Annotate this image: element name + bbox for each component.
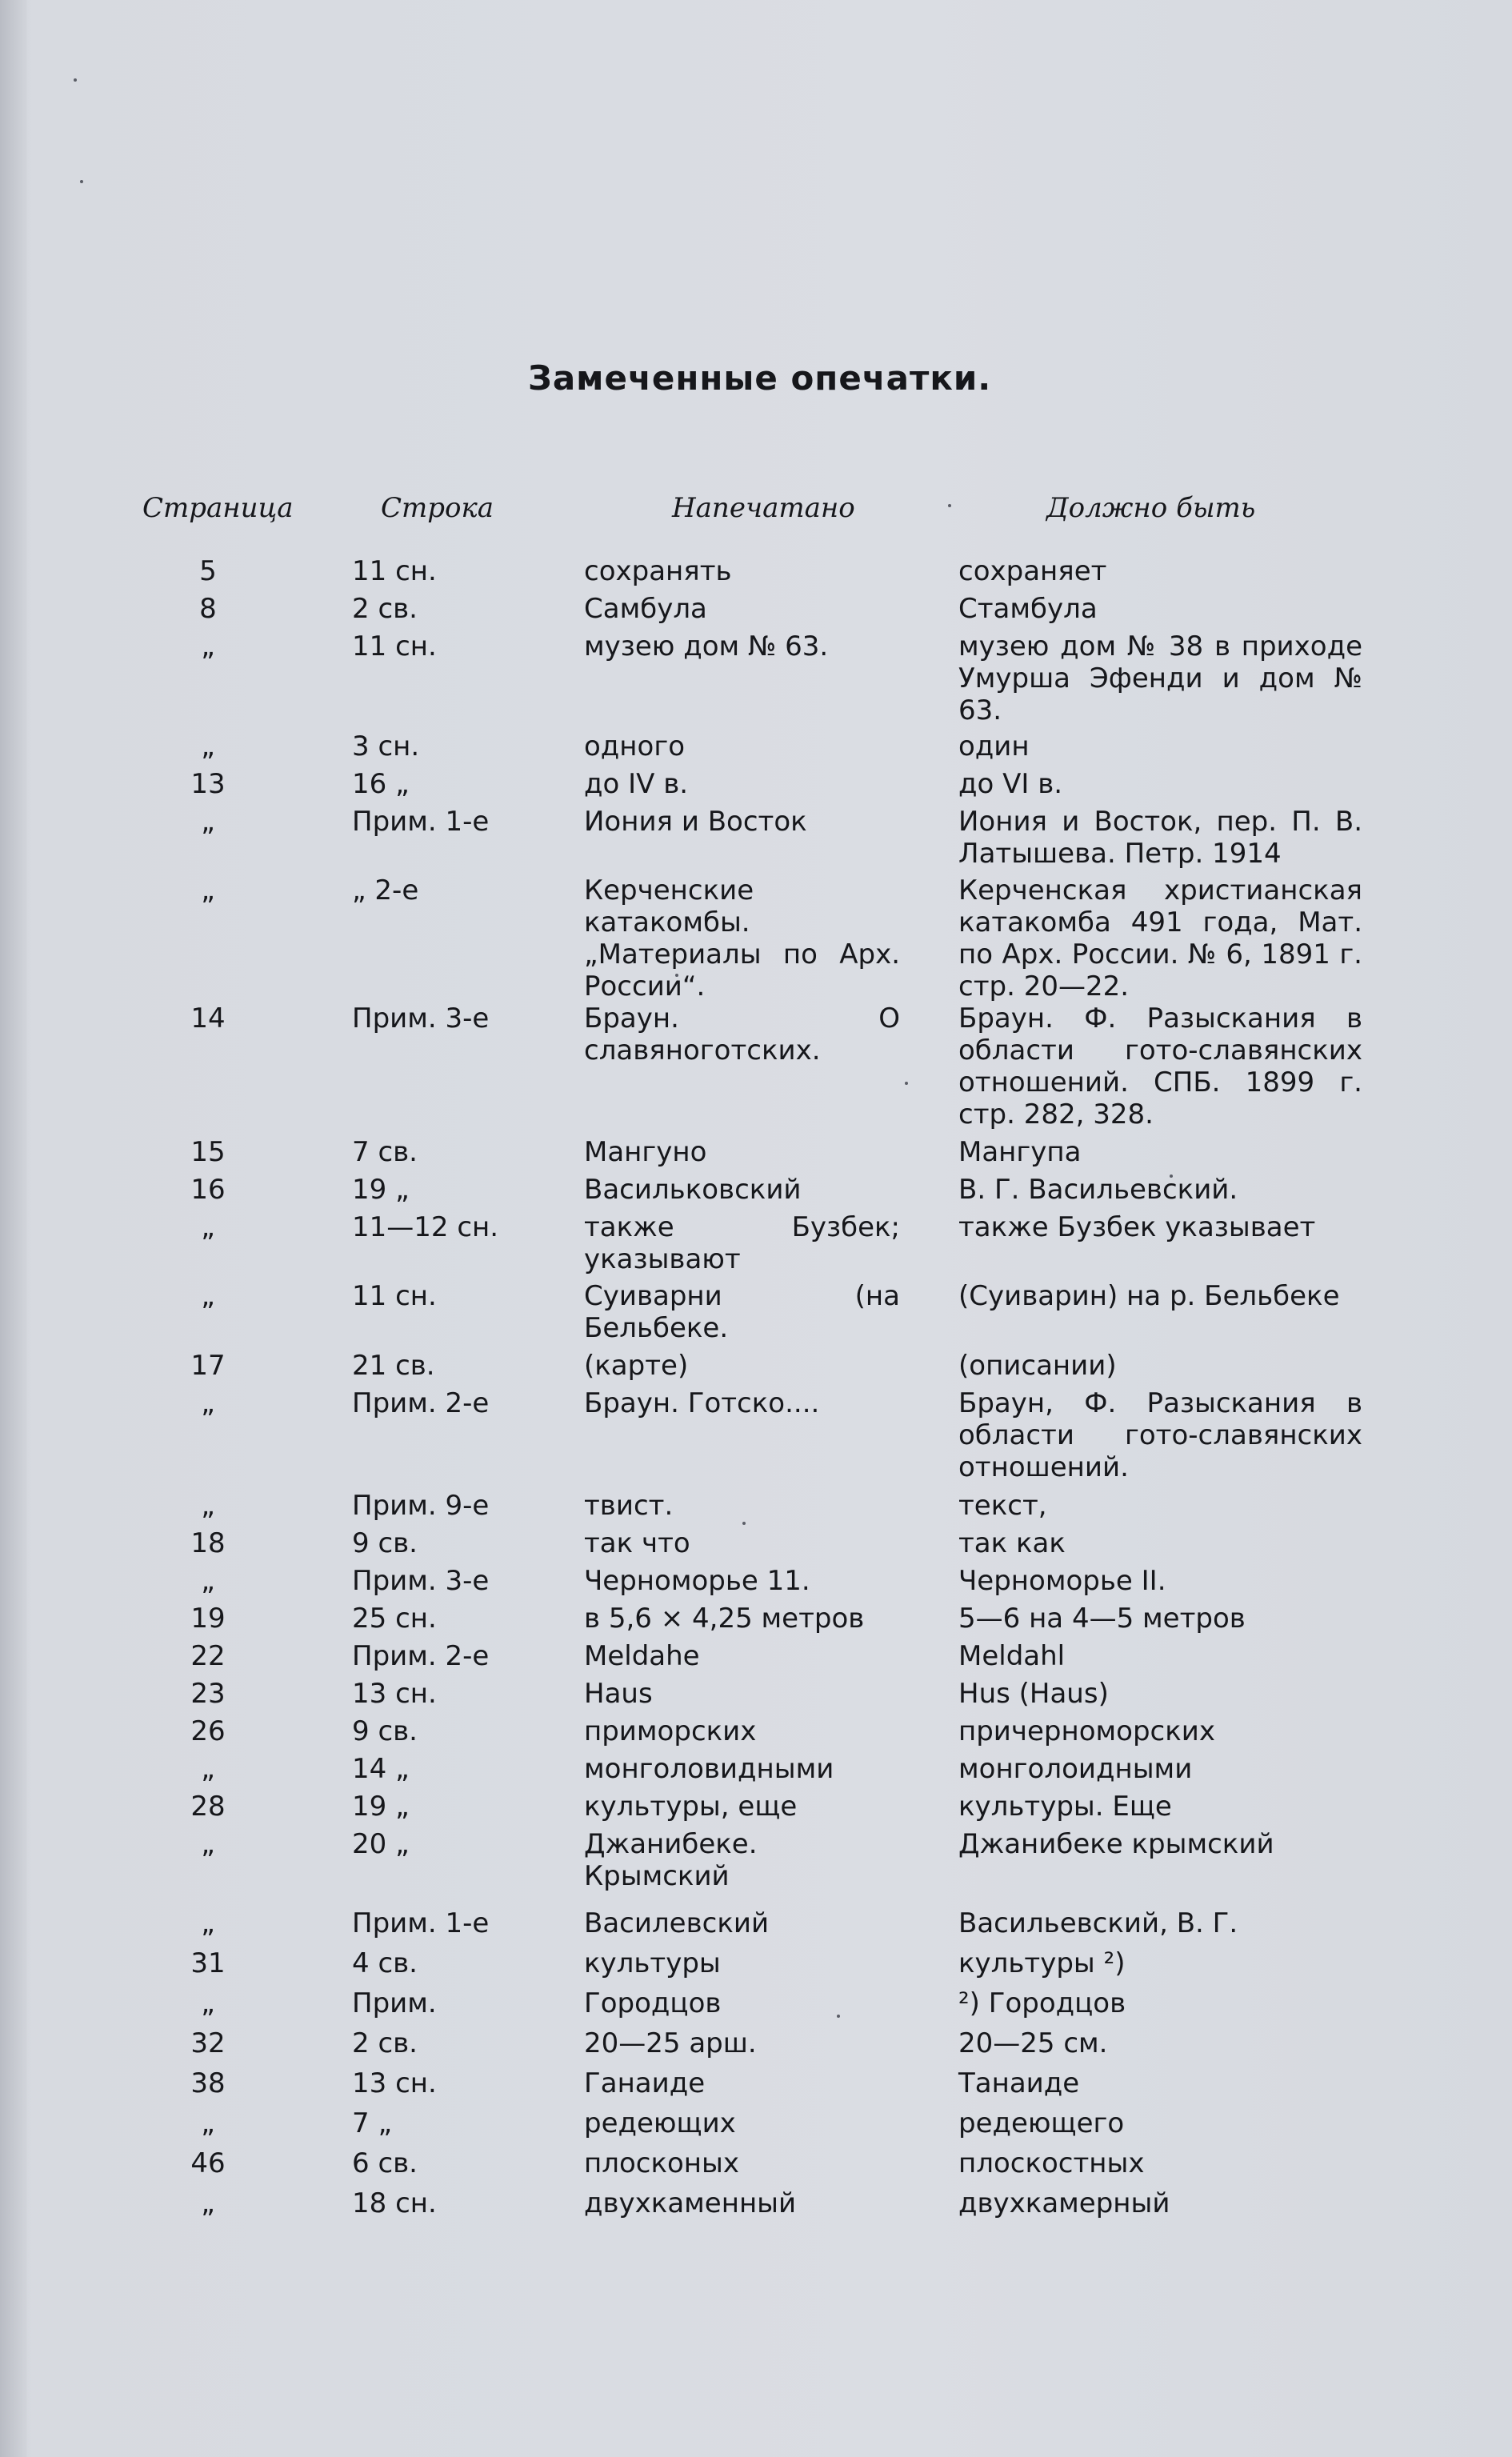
row-should-be: (описании) bbox=[958, 1350, 1117, 1382]
row-line: 25 сн. bbox=[352, 1603, 437, 1635]
header-line: Строка bbox=[381, 492, 494, 524]
row-printed: Meldahe bbox=[584, 1640, 700, 1672]
row-printed: культуры bbox=[584, 1947, 721, 1979]
row-printed: Черноморье 11. bbox=[584, 1565, 810, 1597]
row-should-be: плоскостных bbox=[958, 2147, 1145, 2179]
row-page: 23 bbox=[190, 1678, 226, 1710]
row-printed: до IV в. bbox=[584, 768, 689, 800]
row-should-be: монголоидными bbox=[958, 1753, 1193, 1785]
row-should-be: В. Г. Васильевский. bbox=[958, 1174, 1238, 1206]
row-printed: плосконых bbox=[584, 2147, 739, 2179]
row-should-be: сохраняет bbox=[958, 555, 1107, 587]
row-should-be: Hus (Haus) bbox=[958, 1678, 1109, 1710]
page-fold-shadow bbox=[0, 0, 27, 2457]
row-should-be: Мангупа bbox=[958, 1136, 1082, 1168]
row-line: 11 сн. bbox=[352, 630, 437, 662]
row-line: „ 2-е bbox=[352, 874, 419, 906]
row-line: Прим. 9-е bbox=[352, 1490, 490, 1522]
page-title: Замеченные опечатки. bbox=[528, 358, 992, 398]
row-page: „ bbox=[201, 1907, 215, 1939]
row-printed: Керченские катакомбы. „Материалы по Арх. России“. bbox=[584, 874, 900, 1002]
row-page: 16 bbox=[190, 1174, 226, 1206]
row-line: 3 сн. bbox=[352, 730, 420, 762]
row-line: 2 св. bbox=[352, 593, 418, 625]
row-page: 46 bbox=[190, 2147, 226, 2179]
row-printed: (карте) bbox=[584, 1350, 689, 1382]
row-page: „ bbox=[201, 1565, 215, 1597]
row-printed: музею дом № 63. bbox=[584, 630, 829, 662]
row-printed: Джанибеке. Крымский bbox=[584, 1828, 758, 1892]
row-page: 14 bbox=[190, 1002, 226, 1034]
row-should-be: Джанибеке крымский bbox=[958, 1828, 1274, 1860]
row-printed: двухкаменный bbox=[584, 2187, 797, 2219]
row-page: „ bbox=[201, 1987, 215, 2019]
paper-speck bbox=[74, 78, 77, 82]
row-line: 13 сн. bbox=[352, 1678, 437, 1710]
row-line: 21 св. bbox=[352, 1350, 435, 1382]
row-page: „ bbox=[201, 1280, 215, 1312]
row-line: 4 св. bbox=[352, 1947, 418, 1979]
row-printed: также Бузбек; указывают bbox=[584, 1211, 900, 1275]
row-should-be: Керченская христианская катакомба 491 года, Мат. по Арх. России. № 6, 1891 г. стр. 20—22. bbox=[958, 874, 1362, 1002]
row-line: 19 „ bbox=[352, 1174, 410, 1206]
row-line: Прим. 2-е bbox=[352, 1640, 490, 1672]
row-page: „ bbox=[201, 1490, 215, 1522]
row-printed: одного bbox=[584, 730, 686, 762]
row-should-be: музею дом № 38 в приходе Умурша Эфенди и дом № 63. bbox=[958, 630, 1362, 726]
row-line: 2 св. bbox=[352, 2027, 418, 2059]
row-page: 18 bbox=[190, 1527, 226, 1559]
row-should-be: причерноморских bbox=[958, 1715, 1216, 1747]
row-page: 8 bbox=[199, 593, 217, 625]
row-page: „ bbox=[201, 806, 215, 838]
row-should-be: (Суиварин) на р. Бельбеке bbox=[958, 1280, 1340, 1312]
row-line: 7 „ bbox=[352, 2107, 393, 2139]
row-printed: Васильковский bbox=[584, 1174, 802, 1206]
row-printed: Иония и Восток bbox=[584, 806, 807, 838]
row-line: 19 „ bbox=[352, 1791, 410, 1823]
row-printed: Браун. О славяноготских. bbox=[584, 1002, 900, 1066]
row-should-be: Васильевский, В. Г. bbox=[958, 1907, 1238, 1939]
row-page: „ bbox=[201, 2107, 215, 2139]
row-printed: культуры, еще bbox=[584, 1791, 798, 1823]
row-page: „ bbox=[201, 1387, 215, 1419]
row-printed: редеющих bbox=[584, 2107, 736, 2139]
row-page: 28 bbox=[190, 1791, 226, 1823]
row-should-be: Танаиде bbox=[958, 2067, 1080, 2099]
row-page: „ bbox=[201, 874, 215, 906]
row-should-be: Иония и Восток, пер. П. В. Латышева. Петр. 1914 bbox=[958, 806, 1362, 870]
row-page: „ bbox=[201, 1753, 215, 1785]
paper-speck bbox=[80, 180, 83, 183]
row-should-be: Стамбула bbox=[958, 593, 1098, 625]
row-printed: монголовидными bbox=[584, 1753, 834, 1785]
row-line: 7 св. bbox=[352, 1136, 418, 1168]
row-line: 14 „ bbox=[352, 1753, 410, 1785]
row-printed: приморских bbox=[584, 1715, 757, 1747]
row-line: 18 сн. bbox=[352, 2187, 437, 2219]
row-should-be: так как bbox=[958, 1527, 1066, 1559]
row-should-be: текст, bbox=[958, 1490, 1047, 1522]
paper-speck bbox=[742, 1522, 746, 1525]
row-line: 16 „ bbox=[352, 768, 410, 800]
row-should-be: Meldahl bbox=[958, 1640, 1066, 1672]
header-should-be: Должно быть bbox=[1046, 492, 1256, 524]
row-page: „ bbox=[201, 1828, 215, 1860]
row-line: Прим. 3-е bbox=[352, 1002, 490, 1034]
row-line: 9 св. bbox=[352, 1527, 418, 1559]
paper-speck bbox=[905, 1082, 908, 1085]
row-page: 19 bbox=[190, 1603, 226, 1635]
row-should-be: также Бузбек указывает bbox=[958, 1211, 1316, 1243]
row-should-be: ²) Городцов bbox=[958, 1987, 1126, 2019]
row-printed: в 5,6 × 4,25 метров bbox=[584, 1603, 865, 1635]
row-should-be: 5—6 на 4—5 метров bbox=[958, 1603, 1246, 1635]
row-line: Прим. 1-е bbox=[352, 806, 490, 838]
row-printed: Haus bbox=[584, 1678, 653, 1710]
row-line: 6 св. bbox=[352, 2147, 418, 2179]
row-line: Прим. 3-е bbox=[352, 1565, 490, 1597]
row-printed: твист. bbox=[584, 1490, 674, 1522]
row-line: 13 сн. bbox=[352, 2067, 437, 2099]
header-page: Страница bbox=[142, 492, 294, 524]
row-page: 22 bbox=[190, 1640, 226, 1672]
paper-speck bbox=[948, 504, 951, 507]
row-page: 32 bbox=[190, 2027, 226, 2059]
row-should-be: культуры. Еще bbox=[958, 1791, 1172, 1823]
row-printed: Василевский bbox=[584, 1907, 770, 1939]
row-should-be: 20—25 см. bbox=[958, 2027, 1108, 2059]
row-line: 9 св. bbox=[352, 1715, 418, 1747]
row-line: Прим. 2-е bbox=[352, 1387, 490, 1419]
row-should-be: Браун, Ф. Разыскания в области гото-славянских отношений. bbox=[958, 1387, 1362, 1483]
row-should-be: редеющего bbox=[958, 2107, 1125, 2139]
row-line: Прим. bbox=[352, 1987, 437, 2019]
row-line: 11 сн. bbox=[352, 1280, 437, 1312]
row-line: 11—12 сн. bbox=[352, 1211, 499, 1243]
row-page: 38 bbox=[190, 2067, 226, 2099]
row-printed: Суиварни (на Бельбеке. bbox=[584, 1280, 900, 1344]
row-should-be: Браун. Ф. Разыскания в области гото-славянских отношений. СПБ. 1899 г. стр. 282, 328. bbox=[958, 1002, 1362, 1130]
row-should-be: культуры ²) bbox=[958, 1947, 1126, 1979]
row-page: 17 bbox=[190, 1350, 226, 1382]
row-printed: сохранять bbox=[584, 555, 732, 587]
row-printed: Мангуно bbox=[584, 1136, 707, 1168]
row-should-be: до VI в. bbox=[958, 768, 1063, 800]
row-page: 13 bbox=[190, 768, 226, 800]
row-line: Прим. 1-е bbox=[352, 1907, 490, 1939]
row-printed: так что bbox=[584, 1527, 690, 1559]
row-page: 15 bbox=[190, 1136, 226, 1168]
row-page: 5 bbox=[199, 555, 217, 587]
row-should-be: Черноморье II. bbox=[958, 1565, 1166, 1597]
row-printed: Ганаиде bbox=[584, 2067, 706, 2099]
row-page: „ bbox=[201, 630, 215, 662]
row-line: 11 сн. bbox=[352, 555, 437, 587]
row-should-be: один bbox=[958, 730, 1030, 762]
row-page: 26 bbox=[190, 1715, 226, 1747]
row-printed: 20—25 арш. bbox=[584, 2027, 757, 2059]
row-page: „ bbox=[201, 730, 215, 762]
row-printed: Самбула bbox=[584, 593, 707, 625]
header-printed: Напечатано bbox=[672, 492, 855, 524]
row-should-be: двухкамерный bbox=[958, 2187, 1170, 2219]
row-line: 20 „ bbox=[352, 1828, 410, 1860]
row-printed: Браун. Готско.... bbox=[584, 1387, 820, 1419]
row-page: „ bbox=[201, 1211, 215, 1243]
row-page: 31 bbox=[190, 1947, 226, 1979]
row-page: „ bbox=[201, 2187, 215, 2219]
row-printed: Городцов bbox=[584, 1987, 722, 2019]
